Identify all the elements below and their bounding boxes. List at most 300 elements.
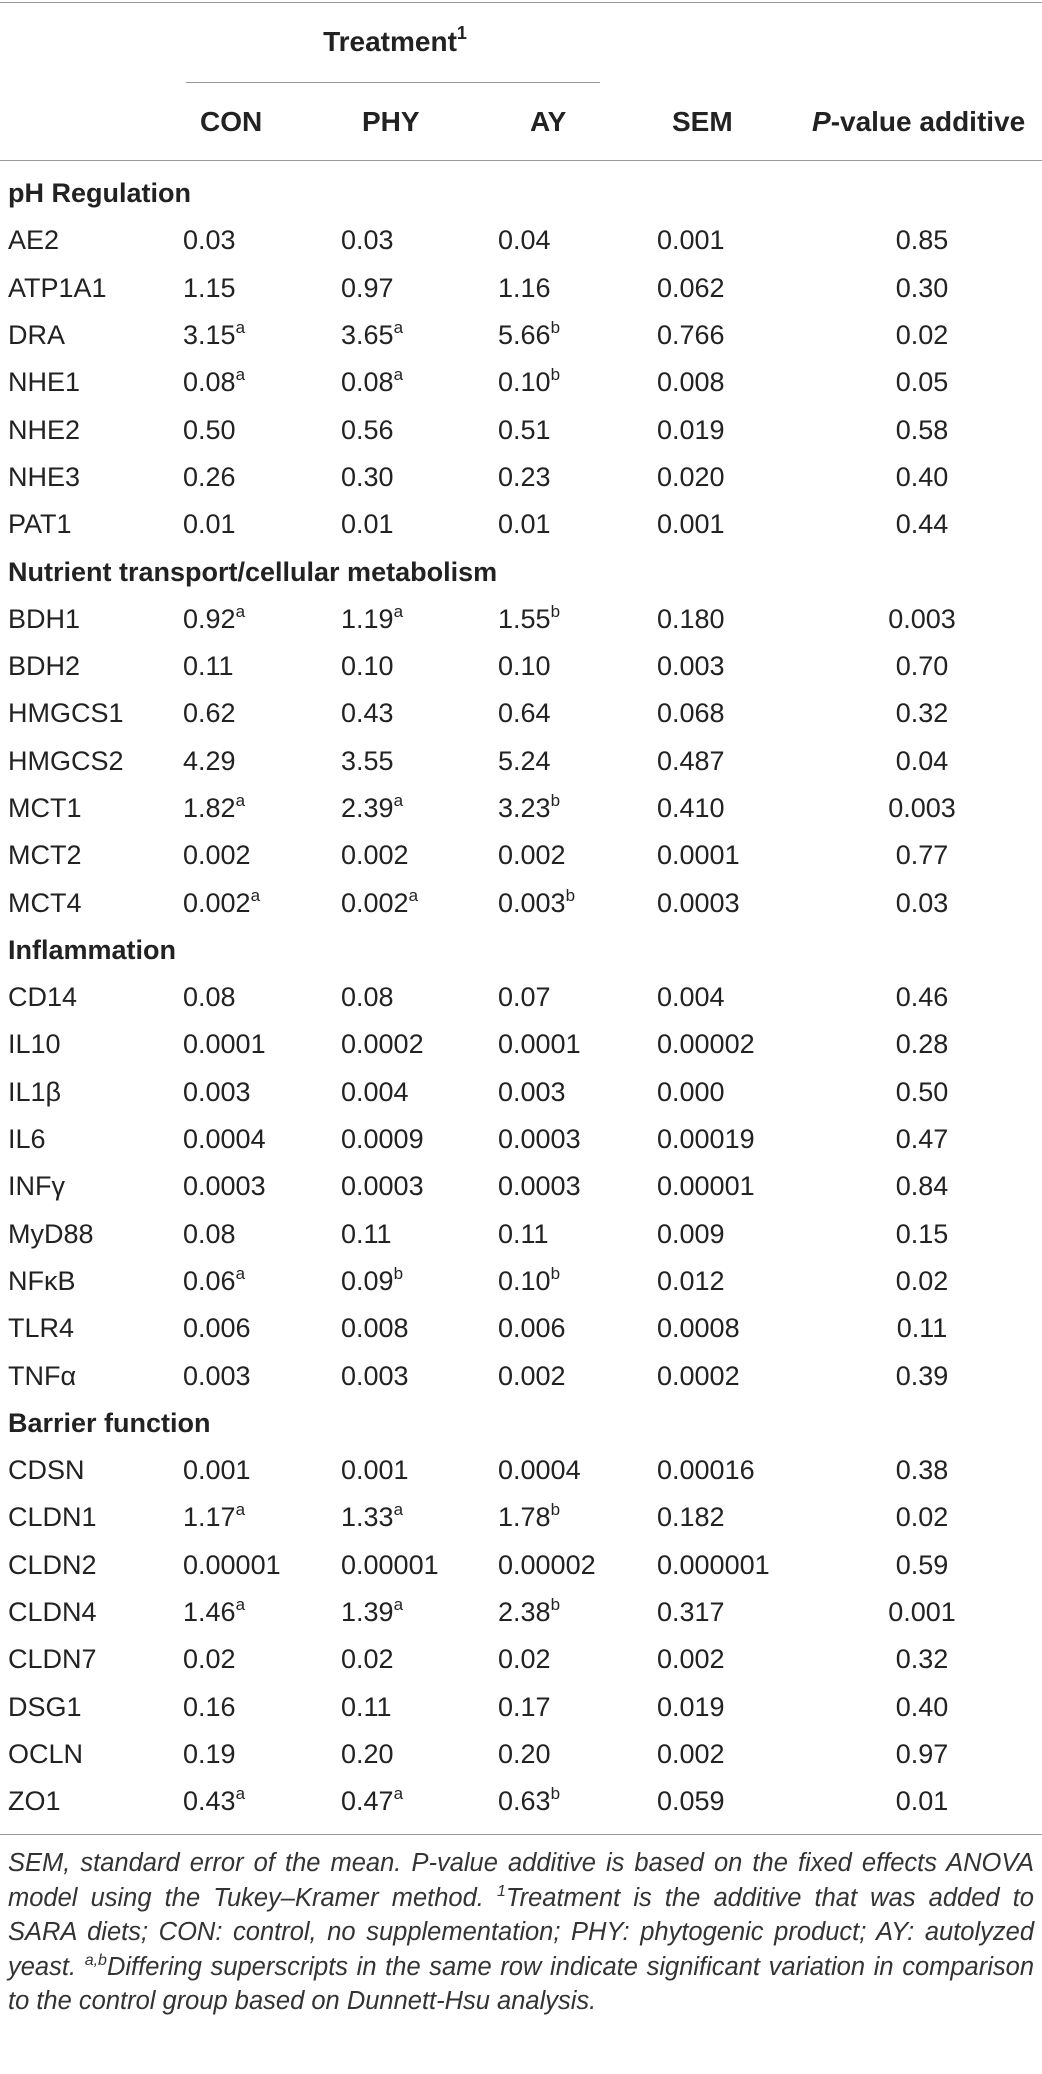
pvalue-cell: 0.05 bbox=[895, 367, 949, 398]
con-cell-value: 0.001 bbox=[183, 1455, 251, 1486]
table-row bbox=[0, 1589, 1042, 1636]
pvalue-cell: 0.46 bbox=[895, 982, 949, 1013]
pvalue-cell: 0.001 bbox=[888, 1597, 956, 1628]
phy-cell-value: 0.002 bbox=[341, 840, 409, 871]
gene-cell: ZO1 bbox=[8, 1786, 61, 1817]
gene-cell: DSG1 bbox=[8, 1691, 82, 1722]
pvalue-cell: 0.003 bbox=[888, 793, 956, 823]
ay-cell-value: 0.10 bbox=[498, 1265, 551, 1296]
con-cell bbox=[183, 1021, 341, 1068]
ay-cell-superscript: b bbox=[550, 791, 561, 810]
gene-cell: IL1β bbox=[8, 1076, 62, 1107]
ay-cell bbox=[498, 217, 657, 264]
ay-cell bbox=[498, 1163, 657, 1210]
section-row bbox=[0, 927, 1042, 974]
table-row bbox=[0, 596, 1042, 643]
con-cell bbox=[183, 1305, 341, 1352]
gene-cell: PAT1 bbox=[8, 509, 72, 540]
ay-cell bbox=[498, 1352, 657, 1399]
sem-cell: 0.008 bbox=[657, 367, 725, 398]
phy-cell-superscript: a bbox=[393, 1784, 404, 1804]
sem-cell: 0.00002 bbox=[657, 1029, 755, 1060]
phy-cell-value: 0.008 bbox=[341, 1313, 409, 1344]
section-title: Barrier function bbox=[8, 1407, 211, 1438]
pvalue-cell: 0.11 bbox=[896, 1313, 948, 1344]
treatment-footnote-mark: 1 bbox=[456, 23, 467, 43]
ay-cell bbox=[498, 1116, 657, 1163]
ay-cell bbox=[498, 1258, 657, 1305]
gene-cell: CLDN4 bbox=[8, 1597, 97, 1628]
con-cell-value: 0.00001 bbox=[183, 1549, 281, 1580]
col-header-con: CON bbox=[200, 106, 263, 137]
con-cell bbox=[183, 1069, 341, 1116]
phy-cell-value: 0.20 bbox=[341, 1738, 394, 1769]
ay-cell-value: 1.78 bbox=[498, 1502, 551, 1533]
gene-cell: BDH2 bbox=[8, 651, 81, 682]
con-cell-superscript: a bbox=[235, 1500, 246, 1520]
phy-cell bbox=[341, 312, 498, 359]
table-row bbox=[0, 406, 1042, 453]
sem-cell: 0.487 bbox=[657, 745, 725, 776]
phy-cell bbox=[341, 1542, 498, 1589]
con-cell-value: 0.11 bbox=[183, 651, 234, 682]
treatment-label: Treatment bbox=[323, 26, 457, 57]
ay-cell bbox=[498, 1447, 657, 1494]
ay-cell bbox=[498, 454, 657, 501]
pvalue-cell: 0.47 bbox=[895, 1124, 949, 1155]
phy-cell bbox=[341, 596, 498, 643]
ay-cell-superscript: b bbox=[550, 1784, 561, 1804]
phy-cell bbox=[341, 832, 498, 879]
ay-cell-value: 2.38 bbox=[498, 1597, 551, 1628]
sem-cell: 0.410 bbox=[657, 793, 725, 823]
phy-cell-value: 0.0003 bbox=[341, 1171, 424, 1202]
phy-cell-superscript: a bbox=[393, 601, 404, 621]
ay-cell bbox=[498, 1211, 657, 1258]
phy-cell-value: 0.56 bbox=[341, 414, 394, 445]
con-cell-value: 0.92 bbox=[183, 603, 236, 634]
phy-cell-value: 1.39 bbox=[341, 1597, 394, 1628]
section-row bbox=[0, 1400, 1042, 1447]
ay-cell bbox=[498, 501, 657, 548]
phy-cell-value: 1.19 bbox=[341, 603, 394, 634]
sem-cell: 0.002 bbox=[657, 1644, 725, 1675]
con-cell bbox=[183, 1494, 341, 1541]
con-cell bbox=[183, 454, 341, 501]
ay-cell-value: 5.24 bbox=[498, 745, 551, 776]
ay-cell-superscript: b bbox=[550, 1500, 561, 1520]
table-row bbox=[0, 1447, 1042, 1494]
gene-cell: IL6 bbox=[8, 1124, 46, 1155]
ay-cell bbox=[498, 596, 657, 643]
pvalue-cell: 0.32 bbox=[895, 1644, 949, 1675]
ay-cell bbox=[498, 1494, 657, 1541]
gene-cell: NHE3 bbox=[8, 461, 81, 492]
phy-cell bbox=[341, 738, 498, 785]
con-cell-superscript: a bbox=[235, 601, 246, 621]
con-cell-value: 1.17 bbox=[183, 1502, 236, 1533]
phy-cell bbox=[341, 217, 498, 264]
sem-cell: 0.019 bbox=[657, 1691, 725, 1722]
con-cell bbox=[183, 406, 341, 453]
con-cell-value: 0.43 bbox=[183, 1786, 236, 1817]
ay-cell bbox=[498, 1305, 657, 1352]
sem-cell: 0.0002 bbox=[657, 1360, 740, 1391]
table-row bbox=[0, 879, 1042, 926]
ay-cell-value: 0.10 bbox=[498, 367, 551, 398]
top-rule bbox=[0, 2, 1042, 3]
pvalue-cell: 0.59 bbox=[895, 1549, 949, 1580]
ay-cell-value: 0.002 bbox=[498, 1360, 566, 1391]
ay-cell bbox=[498, 690, 657, 737]
phy-cell bbox=[341, 785, 498, 832]
con-cell-value: 4.29 bbox=[183, 745, 236, 776]
phy-cell bbox=[341, 1447, 498, 1494]
con-cell bbox=[183, 265, 341, 312]
phy-cell bbox=[341, 1494, 498, 1541]
pvalue-cell: 0.30 bbox=[895, 272, 949, 303]
gene-cell: NHE2 bbox=[8, 414, 81, 445]
ay-cell-superscript: b bbox=[550, 1263, 561, 1283]
phy-cell-value: 0.00001 bbox=[341, 1549, 439, 1580]
ay-cell bbox=[498, 1021, 657, 1068]
pvalue-cell: 0.97 bbox=[895, 1738, 949, 1769]
con-cell bbox=[183, 1542, 341, 1589]
ay-cell-value: 0.11 bbox=[498, 1218, 549, 1249]
ay-cell-value: 0.003 bbox=[498, 887, 566, 918]
ay-cell-superscript: b bbox=[565, 885, 576, 905]
phy-cell bbox=[341, 879, 498, 926]
phy-cell bbox=[341, 454, 498, 501]
ay-cell-value: 0.002 bbox=[498, 840, 566, 871]
sem-cell: 0.000001 bbox=[657, 1549, 770, 1580]
phy-cell-value: 1.33 bbox=[341, 1502, 394, 1533]
phy-cell-value: 2.39 bbox=[341, 793, 394, 823]
con-cell bbox=[183, 832, 341, 879]
table-row bbox=[0, 1542, 1042, 1589]
con-cell-superscript: a bbox=[235, 1263, 246, 1283]
data-table bbox=[0, 170, 1042, 1825]
con-cell bbox=[183, 596, 341, 643]
con-cell bbox=[183, 879, 341, 926]
ay-cell bbox=[498, 359, 657, 406]
con-cell-value: 1.82 bbox=[183, 793, 236, 823]
phy-cell bbox=[341, 265, 498, 312]
table-footnote bbox=[8, 1846, 1034, 2019]
table-row bbox=[0, 1021, 1042, 1068]
pvalue-cell: 0.04 bbox=[895, 745, 949, 776]
con-cell bbox=[183, 217, 341, 264]
table-row bbox=[0, 832, 1042, 879]
sem-cell: 0.012 bbox=[657, 1265, 725, 1296]
phy-cell bbox=[341, 1636, 498, 1683]
con-cell bbox=[183, 501, 341, 548]
phy-cell-value: 0.11 bbox=[341, 1218, 392, 1249]
con-cell-value: 1.15 bbox=[183, 272, 236, 303]
sem-cell: 0.00016 bbox=[657, 1455, 755, 1486]
sem-cell: 0.001 bbox=[657, 509, 725, 540]
sem-cell: 0.00019 bbox=[657, 1124, 755, 1155]
gene-cell: TNFα bbox=[8, 1360, 77, 1391]
col-header-phy: PHY bbox=[362, 106, 420, 137]
pvalue-prefix: P bbox=[812, 106, 831, 137]
gene-cell: AE2 bbox=[8, 225, 60, 256]
footnote-sup2: a,b bbox=[84, 1951, 107, 1969]
con-cell-value: 0.002 bbox=[183, 887, 251, 918]
table-row bbox=[0, 974, 1042, 1021]
gene-cell: CLDN7 bbox=[8, 1644, 97, 1675]
phy-cell bbox=[341, 643, 498, 690]
phy-cell bbox=[341, 1589, 498, 1636]
ay-cell-value: 0.10 bbox=[498, 651, 551, 682]
phy-cell bbox=[341, 1352, 498, 1399]
con-cell-value: 0.62 bbox=[183, 698, 236, 729]
pvalue-cell: 0.77 bbox=[895, 840, 949, 871]
sem-cell: 0.182 bbox=[657, 1502, 725, 1533]
phy-cell-value: 0.004 bbox=[341, 1076, 409, 1107]
ay-cell bbox=[498, 1684, 657, 1731]
section-title: Nutrient transport/cellular metabolism bbox=[8, 556, 498, 587]
col-header-sem: SEM bbox=[672, 106, 733, 137]
pvalue-cell: 0.40 bbox=[895, 461, 949, 492]
phy-cell bbox=[341, 359, 498, 406]
gene-cell: ATP1A1 bbox=[8, 272, 107, 303]
phy-cell-value: 0.001 bbox=[341, 1455, 409, 1486]
gene-cell: CLDN1 bbox=[8, 1502, 97, 1533]
con-cell-value: 0.08 bbox=[183, 982, 236, 1013]
sem-cell: 0.180 bbox=[657, 603, 725, 634]
pvalue-cell: 0.50 bbox=[895, 1076, 949, 1107]
ay-cell-superscript: b bbox=[550, 1595, 561, 1615]
phy-cell bbox=[341, 974, 498, 1021]
pvalue-cell: 0.32 bbox=[895, 698, 949, 729]
phy-cell-superscript: a bbox=[393, 791, 404, 810]
ay-cell bbox=[498, 1731, 657, 1778]
pvalue-cell: 0.02 bbox=[895, 1265, 949, 1296]
ay-cell bbox=[498, 1542, 657, 1589]
sem-cell: 0.004 bbox=[657, 982, 725, 1013]
table-row bbox=[0, 738, 1042, 785]
ay-cell-value: 0.0001 bbox=[498, 1029, 581, 1060]
table-row bbox=[0, 1731, 1042, 1778]
table-bottom-rule bbox=[0, 1834, 1042, 1835]
con-cell-value: 0.002 bbox=[183, 840, 251, 871]
con-cell-superscript: a bbox=[235, 365, 246, 385]
con-cell-superscript: a bbox=[250, 885, 261, 905]
pvalue-cell: 0.70 bbox=[895, 651, 949, 682]
con-cell bbox=[183, 785, 341, 832]
ay-cell-value: 0.00002 bbox=[498, 1549, 596, 1580]
phy-cell-value: 0.08 bbox=[341, 982, 394, 1013]
gene-cell: DRA bbox=[8, 320, 66, 351]
con-cell-value: 0.26 bbox=[183, 461, 236, 492]
sem-cell: 0.000 bbox=[657, 1076, 725, 1107]
phy-cell-value: 0.47 bbox=[341, 1786, 394, 1817]
con-cell bbox=[183, 1163, 341, 1210]
gene-cell: HMGCS1 bbox=[8, 698, 124, 729]
ay-cell-value: 0.63 bbox=[498, 1786, 551, 1817]
phy-cell bbox=[341, 1305, 498, 1352]
ay-cell-value: 0.02 bbox=[498, 1644, 551, 1675]
pvalue-suffix: -value additive bbox=[830, 106, 1026, 137]
con-cell-value: 0.003 bbox=[183, 1360, 251, 1391]
gene-cell: CLDN2 bbox=[8, 1549, 97, 1580]
treatment-header bbox=[0, 22, 790, 62]
gene-cell: MCT2 bbox=[8, 840, 82, 871]
gene-cell: HMGCS2 bbox=[8, 745, 124, 776]
con-cell-value: 0.0004 bbox=[183, 1124, 266, 1155]
section-title: Inflammation bbox=[8, 934, 177, 965]
sem-cell: 0.068 bbox=[657, 698, 725, 729]
phy-cell-superscript: a bbox=[393, 1500, 404, 1520]
sem-cell: 0.0001 bbox=[657, 840, 740, 871]
pvalue-cell: 0.28 bbox=[895, 1029, 949, 1060]
table-body bbox=[0, 170, 1042, 1825]
sem-cell: 0.009 bbox=[657, 1218, 725, 1249]
pvalue-cell: 0.02 bbox=[895, 1502, 949, 1533]
pvalue-cell: 0.38 bbox=[895, 1455, 949, 1486]
table-row bbox=[0, 1636, 1042, 1683]
section-title: pH Regulation bbox=[8, 178, 191, 209]
pvalue-cell: 0.003 bbox=[888, 603, 956, 634]
ay-cell-value: 0.003 bbox=[498, 1076, 566, 1107]
ay-cell bbox=[498, 974, 657, 1021]
table-row bbox=[0, 785, 1042, 832]
table-row bbox=[0, 217, 1042, 264]
ay-cell-value: 0.01 bbox=[498, 509, 551, 540]
con-cell bbox=[183, 690, 341, 737]
con-cell-superscript: a bbox=[235, 1595, 246, 1615]
con-cell bbox=[183, 1684, 341, 1731]
con-cell bbox=[183, 312, 341, 359]
pvalue-cell: 0.02 bbox=[895, 320, 949, 351]
phy-cell-value: 0.09 bbox=[341, 1265, 394, 1296]
con-cell-value: 0.0001 bbox=[183, 1029, 266, 1060]
phy-cell bbox=[341, 690, 498, 737]
phy-cell-value: 0.003 bbox=[341, 1360, 409, 1391]
gene-cell: MCT4 bbox=[8, 887, 82, 918]
con-cell bbox=[183, 1731, 341, 1778]
con-cell-value: 0.03 bbox=[183, 225, 236, 256]
ay-cell-value: 1.16 bbox=[498, 272, 551, 303]
ay-cell bbox=[498, 738, 657, 785]
sem-cell: 0.003 bbox=[657, 651, 725, 682]
con-cell bbox=[183, 1447, 341, 1494]
con-cell-superscript: a bbox=[235, 1784, 246, 1804]
footnote-part2: Treatment is the additive that was added to SARA diets; CON: control, no supplementation; PHY: phytogenic product; AY: autolyzed yeast. bbox=[8, 1883, 1034, 1981]
con-cell-value: 0.02 bbox=[183, 1644, 236, 1675]
pvalue-cell: 0.58 bbox=[895, 414, 949, 445]
phy-cell-value: 0.002 bbox=[341, 887, 409, 918]
con-cell bbox=[183, 1352, 341, 1399]
con-cell-value: 0.003 bbox=[183, 1076, 251, 1107]
phy-cell-value: 0.0002 bbox=[341, 1029, 424, 1060]
phy-cell-superscript: a bbox=[393, 365, 404, 385]
pvalue-cell: 0.84 bbox=[895, 1171, 949, 1202]
ay-cell bbox=[498, 1636, 657, 1683]
con-cell-value: 0.08 bbox=[183, 1218, 236, 1249]
treatment-span-rule bbox=[186, 82, 600, 83]
pvalue-cell: 0.03 bbox=[895, 887, 949, 918]
phy-cell-superscript: b bbox=[393, 1263, 404, 1283]
ay-cell-value: 0.0003 bbox=[498, 1124, 581, 1155]
con-cell bbox=[183, 359, 341, 406]
col-header-ay: AY bbox=[530, 106, 567, 137]
con-cell bbox=[183, 1116, 341, 1163]
table-row bbox=[0, 1258, 1042, 1305]
con-cell bbox=[183, 1258, 341, 1305]
gene-cell: IL10 bbox=[8, 1029, 61, 1060]
con-cell-value: 0.19 bbox=[183, 1738, 236, 1769]
con-cell bbox=[183, 1636, 341, 1683]
phy-cell-value: 0.97 bbox=[341, 272, 394, 303]
phy-cell bbox=[341, 1684, 498, 1731]
phy-cell bbox=[341, 1778, 498, 1825]
ay-cell-value: 0.0004 bbox=[498, 1455, 581, 1486]
table-row bbox=[0, 454, 1042, 501]
ay-cell-value: 0.51 bbox=[498, 414, 551, 445]
gene-cell: NFκB bbox=[8, 1265, 76, 1296]
phy-cell-superscript: a bbox=[393, 318, 404, 338]
sem-cell: 0.059 bbox=[657, 1786, 725, 1817]
sem-cell: 0.317 bbox=[657, 1597, 725, 1628]
ay-cell-value: 3.23 bbox=[498, 793, 551, 823]
con-cell-value: 0.08 bbox=[183, 367, 236, 398]
con-cell-value: 1.46 bbox=[183, 1597, 236, 1628]
sem-cell: 0.002 bbox=[657, 1738, 725, 1769]
table-row bbox=[0, 312, 1042, 359]
ay-cell-superscript: b bbox=[550, 365, 561, 385]
gene-cell: INFγ bbox=[8, 1171, 65, 1202]
ay-cell-value: 0.64 bbox=[498, 698, 551, 729]
table-row bbox=[0, 1211, 1042, 1258]
gene-cell: BDH1 bbox=[8, 603, 81, 634]
col-header-pvalue bbox=[812, 102, 1025, 142]
con-cell bbox=[183, 738, 341, 785]
footnote-part1: SEM, standard error of the mean. P-value additive is based on the fixed effects ANOVA model using the Tukey–Kramer method. bbox=[8, 1849, 1034, 1912]
ay-cell-value: 0.17 bbox=[498, 1691, 551, 1722]
sem-cell: 0.0003 bbox=[657, 887, 740, 918]
gene-cell: MCT1 bbox=[8, 793, 82, 823]
phy-cell-value: 0.43 bbox=[341, 698, 394, 729]
phy-cell bbox=[341, 1258, 498, 1305]
footnote-part3: Differing superscripts in the same row indicate significant variation in comparison to the control group based on Dunnett-Hsu analysis. bbox=[8, 1952, 1035, 2015]
phy-cell bbox=[341, 1021, 498, 1068]
sem-cell: 0.0008 bbox=[657, 1313, 740, 1344]
con-cell bbox=[183, 1211, 341, 1258]
phy-cell bbox=[341, 1116, 498, 1163]
phy-cell-value: 0.11 bbox=[341, 1691, 392, 1722]
ay-cell bbox=[498, 1069, 657, 1116]
table-row bbox=[0, 1305, 1042, 1352]
ay-cell bbox=[498, 832, 657, 879]
sem-cell: 0.766 bbox=[657, 320, 725, 351]
ay-cell bbox=[498, 312, 657, 359]
phy-cell bbox=[341, 1211, 498, 1258]
pvalue-cell: 0.40 bbox=[895, 1691, 949, 1722]
con-cell-value: 0.16 bbox=[183, 1691, 236, 1722]
footnote-sup1: 1 bbox=[497, 1882, 506, 1900]
ay-cell-value: 0.0003 bbox=[498, 1171, 581, 1202]
ay-cell-value: 0.23 bbox=[498, 461, 551, 492]
con-cell-value: 0.06 bbox=[183, 1265, 236, 1296]
phy-cell-value: 0.0009 bbox=[341, 1124, 424, 1155]
table-row bbox=[0, 501, 1042, 548]
gene-cell: MyD88 bbox=[8, 1218, 94, 1249]
gene-cell: CD14 bbox=[8, 982, 78, 1013]
table-row bbox=[0, 1494, 1042, 1541]
pvalue-cell: 0.15 bbox=[895, 1218, 949, 1249]
